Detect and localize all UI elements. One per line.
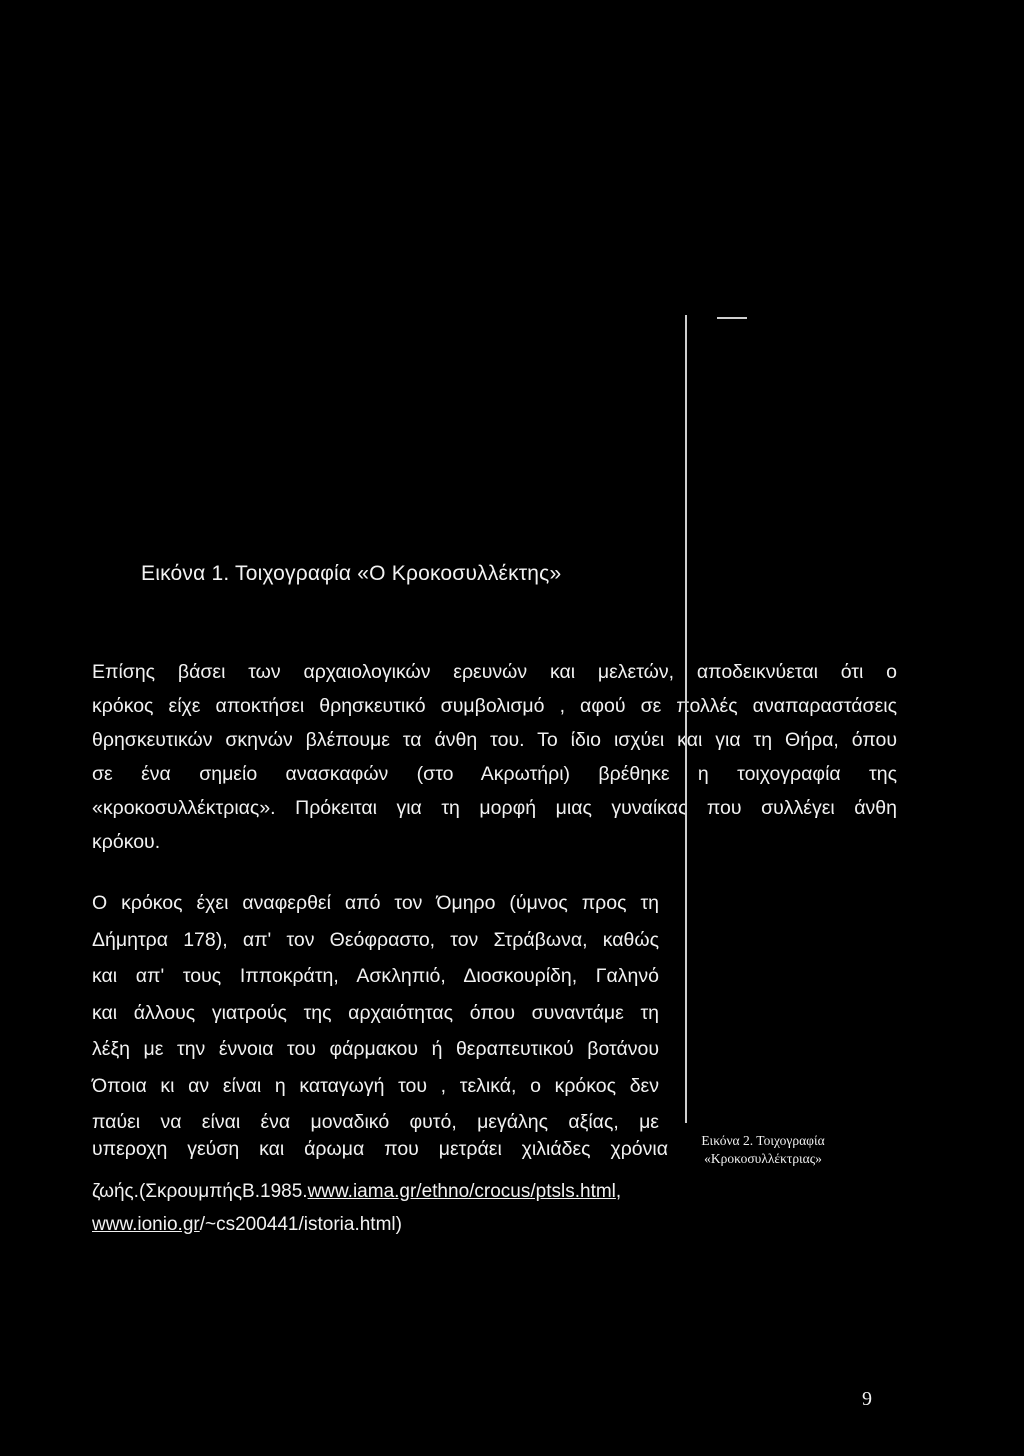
paragraph-line: Δήμητρα 178), απ' τον Θεόφραστο, τον Στράβωνα, καθώς (92, 928, 659, 951)
paragraph-line: «κροκοσυλλέκτριας». Πρόκειται για τη μορφή μιας γυναίκας που συλλέγει άνθη (92, 797, 897, 819)
paragraph-line: και απ' τους Ιπποκράτη, Ασκληπιό, Διοσκουρίδη, Γαληνό (92, 965, 659, 987)
figure-2-frame-tick (717, 317, 747, 319)
paragraph-tail-line: υπεροχη γεύση και άρωμα που μετράει χιλιάδες χρόνια (92, 1138, 668, 1160)
citation-line-1 (92, 1175, 621, 1208)
citation-prefix: ζωής.(ΣκρουμπήςΒ.1985. (92, 1181, 308, 1202)
figure-2-caption-line-2: «Κροκοσυλλέκτριας» (704, 1151, 822, 1166)
figure-2-caption (683, 1132, 843, 1168)
paragraph-line: θρησκευτικών σκηνών βλέπουμε τα άνθη του. Το ίδιο ισχύει και για τη Θήρα, όπου (92, 729, 897, 751)
figure-2-frame (667, 315, 687, 1123)
paragraph-ancient-references (92, 885, 659, 1141)
paragraph-line: λέξη με την έννοια του φάρμακου ή θεραπευτικού βοτάνου (92, 1038, 659, 1060)
page-number: 9 (862, 1388, 872, 1410)
paragraph-line: Επίσης βάσει των αρχαιολογικών ερευνών και μελετών, αποδεικνύεται ότι ο (92, 661, 897, 683)
figure-1-caption: Εικόνα 1. Τοιχογραφία «Ο Κροκοσυλλέκτης» (141, 562, 562, 585)
paragraph-line: σε ένα σημείο ανασκαφών (στο Ακρωτήρι) βρέθηκε η τοιχογραφία της (92, 763, 897, 785)
citation-link-ionio[interactable] (92, 1214, 402, 1235)
paragraph-line: κρόκου. (92, 831, 161, 853)
citation-line-2 (92, 1208, 621, 1241)
citation-link-iama[interactable]: www.iama.gr/ethno/crocus/ptsls.html (307, 1181, 616, 1202)
citation-separator: , (615, 1181, 622, 1202)
figure-2-caption-line-1: Εικόνα 2. Τοιχογραφία (701, 1133, 825, 1148)
paragraph-line: παύει να είναι ένα μοναδικό φυτό, μεγάλης αξίας, με (92, 1111, 659, 1133)
citation-link-domain: www.ionio.gr (92, 1214, 200, 1235)
paragraph-line: και άλλους γιατρούς της αρχαιότητας όπου συναντάμε τη (92, 1001, 659, 1024)
paragraph-line: κρόκος είχε αποκτήσει θρησκευτικό συμβολισμό , αφού σε πολλές αναπαραστάσεις (92, 695, 897, 717)
paragraph-religious-symbolism (92, 655, 897, 859)
citation-link-path: /~cs200441/istoria.html) (199, 1214, 402, 1235)
source-citation (92, 1175, 621, 1241)
paragraph-line: Όποια κι αν είναι η καταγωγή του , τελικά, ο κρόκος δεν (92, 1074, 659, 1097)
paragraph-line: Ο κρόκος έχει αναφερθεί από τον Όμηρο (ύμνος προς τη (92, 892, 659, 914)
